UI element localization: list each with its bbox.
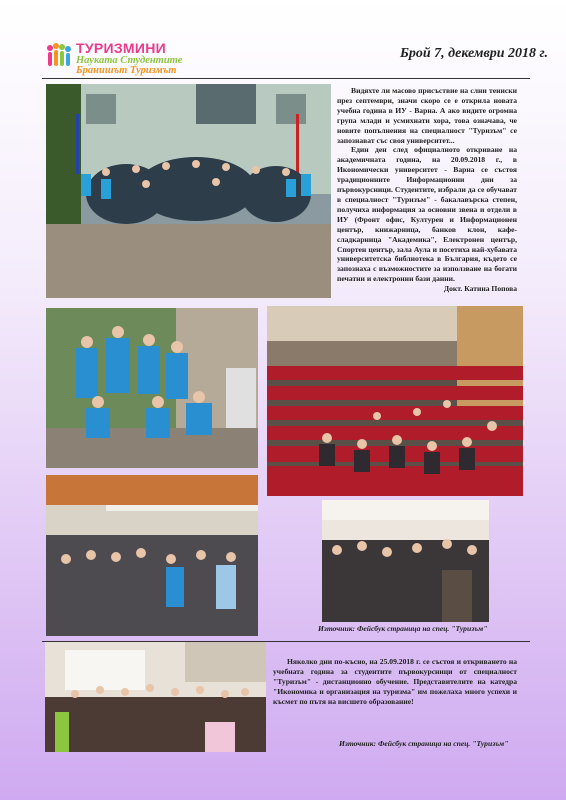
logo-title: ТУРИЗМИНИ xyxy=(76,40,167,56)
photo-students-blue-shirts xyxy=(46,308,258,468)
article-distance-learning xyxy=(273,657,517,707)
issue-label: Брой 7, декември 2018 г. xyxy=(400,46,548,61)
header-divider xyxy=(42,78,530,79)
photo-distance-learning-group xyxy=(45,642,266,752)
photo-lecture-hall xyxy=(267,306,523,496)
logo-text xyxy=(76,40,182,76)
article-intro xyxy=(337,86,517,293)
logo-subtitle-2: Бранишът Туризмът xyxy=(76,65,177,76)
article-paragraph-2: Един ден след официалното откриване на академичната година, на 20.09.2018 г., в Икономически университет - Варна се състоя традиционните Информационни дни за първокурсници. Студентите, избрали да се обучават в специалност "Туризъм" - бакалавърска степен, получиха информация за основни звена и отдели в ИУ (Фронт офис, Културен и Информационен център, книжарница, банков клон, кафе-сладкарница "Академика", Електронен център, Спортен център, зала Аула и посетиха най-хубавата университетска библиотека в България, където се запознаха с възможностите за използване на богати печатни и електронни бази данни. xyxy=(337,145,517,284)
article-paragraph-1: Видяхте ли масово присъствие на слни тениски през септември, значи скоро се е открила новата учебна година в ИУ - Варна. А ако видите огромна група млади и усмихнати хора, това означава, че новите попълнения на специалност "Туризъм" се запознават със своя университет... xyxy=(337,86,517,145)
photo-source-caption-1: Източник: Фейсбук страница на спец. "Туризъм" xyxy=(318,624,488,633)
people-figures-icon xyxy=(46,42,72,74)
newsletter-logo xyxy=(46,40,183,82)
photo-hallway-crowd xyxy=(322,500,489,622)
article-paragraph-3: Няколко дни по-късно, на 25.09.2018 г. се състоя и откриването на учебната година за студентите първокурсници от специалност "Туризъм" - дистанционно обучение. Представителите на катедра "Икономика и организация на туризма" им пожелаха много успехи и късмет по пътя на висшето образование! xyxy=(273,657,517,706)
photo-lobby-group xyxy=(46,475,258,636)
photo-source-caption-2: Източник: Фейсбук страница на спец. "Туризъм" xyxy=(339,739,509,748)
logo-subtitle-1: Науката Студентите xyxy=(76,55,183,66)
group-photo-building xyxy=(46,84,331,298)
article-author: Докт. Катина Попова xyxy=(443,284,517,294)
